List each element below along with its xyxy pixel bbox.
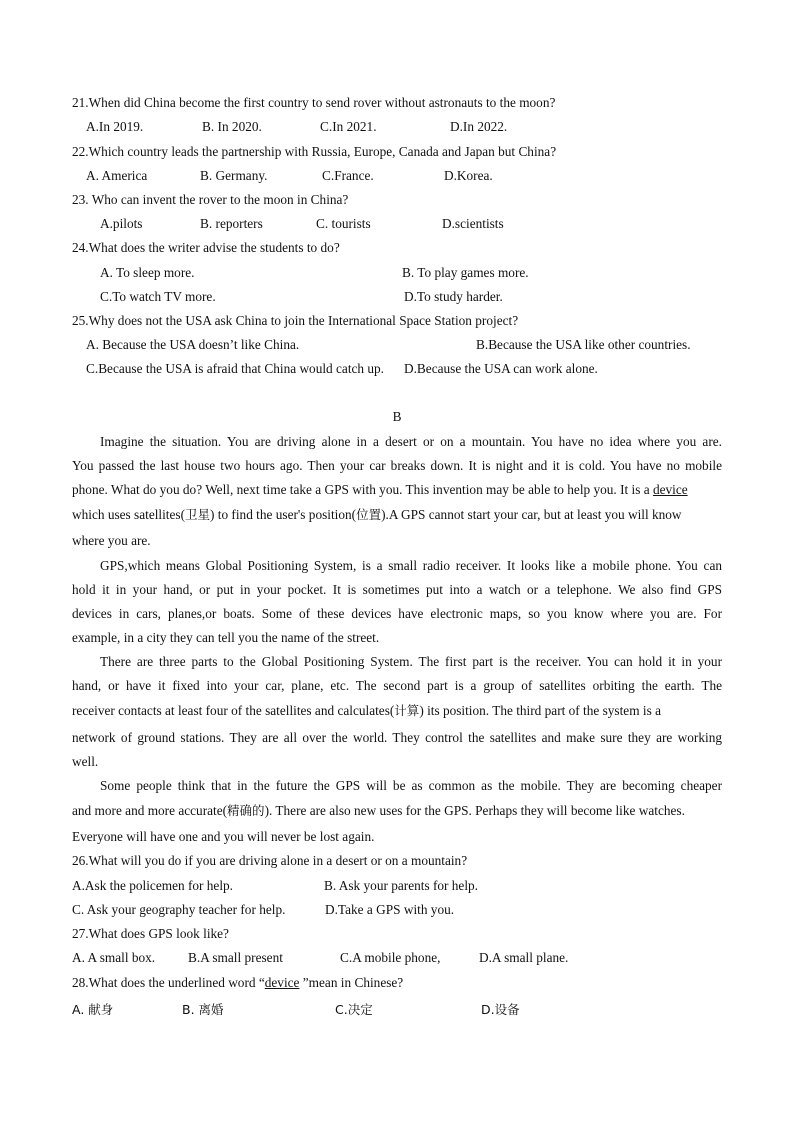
option-25-a: A. Because the USA doesn’t like China.	[86, 337, 300, 352]
passage-p1-line2: You passed the last house two hours ago. Then your car breaks down. It is night and it is cold. You have no mobile	[72, 458, 722, 473]
question-27: 27.What does GPS look like?	[72, 926, 229, 941]
passage-p2-line4: example, in a city they can tell you the name of the street.	[72, 630, 380, 645]
question-25: 25.Why does not the USA ask China to join the International Space Station project?	[72, 313, 519, 328]
option-24-a: A. To sleep more.	[100, 265, 195, 280]
question-22: 22.Which country leads the partnership with Russia, Europe, Canada and Japan but China?	[72, 144, 557, 159]
option-21-b: B. In 2020.	[202, 119, 262, 134]
option-24-d: D.To study harder.	[404, 289, 503, 304]
question-23: 23. Who can invent the rover to the moon in China?	[72, 192, 349, 207]
option-28-b: B. 离婚	[182, 1002, 224, 1017]
option-22-c: C.France.	[322, 168, 374, 183]
passage-p4-line2: and more and more accurate(精确的). There are also new uses for the GPS. Perhaps they will become like watches.	[72, 803, 685, 818]
passage-p3-line1: There are three parts to the Global Positioning System. The first part is the receiver. You can hold it in your	[100, 654, 722, 669]
option-28-a: A. 献身	[72, 1002, 114, 1017]
option-26-b: B. Ask your parents for help.	[324, 878, 478, 893]
passage-p3-line5: well.	[72, 754, 99, 769]
option-25-c: C.Because the USA is afraid that China would catch up.	[86, 361, 385, 376]
option-26-a: A.Ask the policemen for help.	[72, 878, 233, 893]
question-24: 24.What does the writer advise the students to do?	[72, 240, 340, 255]
option-23-d: D.scientists	[442, 216, 504, 231]
passage-p1-line5: where you are.	[72, 533, 151, 548]
option-21-c: C.In 2021.	[320, 119, 377, 134]
passage-p2-line2: hold it in your hand, or put in your pocket. It is sometimes put into a watch or a telephone. We also find GPS	[72, 582, 722, 597]
option-21-d: D.In 2022.	[450, 119, 508, 134]
option-23-a: A.pilots	[100, 216, 143, 231]
question-28: 28.What does the underlined word “device ”mean in Chinese?	[72, 975, 404, 990]
passage-p4-line1: Some people think that in the future the GPS will be as common as the mobile. They are becoming cheaper	[100, 778, 722, 793]
passage-p2-line1: GPS,which means Global Positioning System, is a small radio receiver. It looks like a mobile phone. You can	[100, 558, 722, 573]
option-22-b: B. Germany.	[200, 168, 268, 183]
option-28-c: C.决定	[335, 1002, 373, 1017]
option-23-b: B. reporters	[200, 216, 263, 231]
option-24-c: C.To watch TV more.	[100, 289, 216, 304]
option-22-a: A. America	[86, 168, 148, 183]
option-28-d: D.设备	[481, 1002, 520, 1017]
passage-p1-line4: which uses satellites(卫星) to find the user's position(位置).A GPS cannot start your car, but at least you will know	[72, 507, 682, 522]
question-26: 26.What will you do if you are driving alone in a desert or on a mountain?	[72, 853, 468, 868]
passage-p3-line4: network of ground stations. They are all over the world. They control the satellites and make sure they are working	[72, 730, 722, 745]
option-24-b: B. To play games more.	[402, 265, 529, 280]
option-27-a: A. A small box.	[72, 950, 156, 965]
passage-p1-line1: Imagine the situation. You are driving alone in a desert or on a mountain. You have no idea where you are.	[100, 434, 722, 449]
underlined-word-device-q28: device	[264, 975, 300, 990]
section-b-heading: B	[392, 409, 402, 424]
option-21-a: A.In 2019.	[86, 119, 144, 134]
passage-p3-line3: receiver contacts at least four of the satellites and calculates(计算) its position. The third part of the system is a	[72, 703, 661, 718]
passage-p4-line3: Everyone will have one and you will never be lost again.	[72, 829, 375, 844]
passage-p1-line3: phone. What do you do? Well, next time take a GPS with you. This invention may be able to help you. It is a device	[72, 482, 688, 497]
passage-p3-line2: hand, or have it fixed into your car, plane, etc. The second part is a group of satellites orbiting the earth. The	[72, 678, 722, 693]
option-27-b: B.A small present	[188, 950, 283, 965]
option-26-c: C. Ask your geography teacher for help.	[72, 902, 286, 917]
passage-p2-line3: devices in cars, planes,or boats. Some of these devices have electronic maps, so you know where you are. For	[72, 606, 722, 621]
option-26-d: D.Take a GPS with you.	[325, 902, 455, 917]
option-25-d: D.Because the USA can work alone.	[404, 361, 598, 376]
option-25-b: B.Because the USA like other countries.	[476, 337, 691, 352]
option-23-c: C. tourists	[316, 216, 371, 231]
question-21: 21.When did China become the first country to send rover without astronauts to the moon?	[72, 95, 556, 110]
underlined-word-device: device	[652, 482, 688, 497]
option-22-d: D.Korea.	[444, 168, 493, 183]
option-27-d: D.A small plane.	[479, 950, 569, 965]
option-27-c: C.A mobile phone,	[340, 950, 441, 965]
